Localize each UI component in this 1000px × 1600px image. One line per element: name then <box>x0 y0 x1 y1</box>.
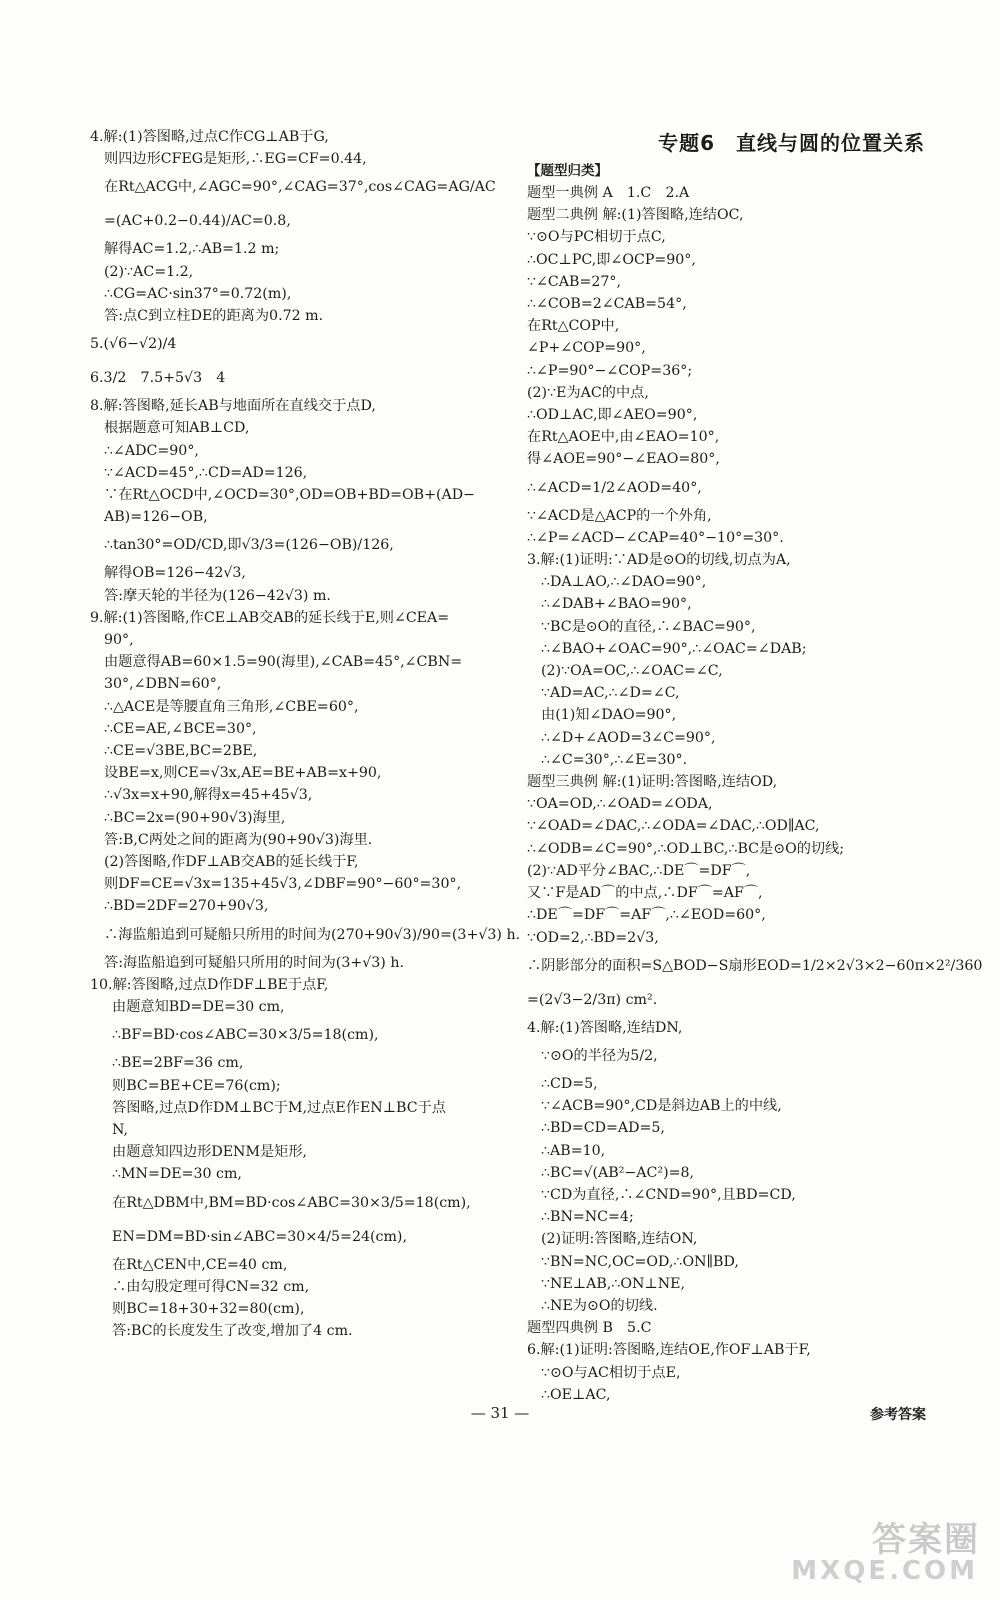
text-line: 5.(√6−√2)/4 <box>90 336 177 353</box>
text-line: ∴∠C=30°,∴∠E=30°. <box>541 751 688 768</box>
text-line: (2)证明:答图略,连结ON, <box>541 1231 698 1248</box>
text-line: 则BC=18+30+32=80(cm), <box>112 1300 305 1317</box>
section-tag: 【题型归类】 <box>527 163 608 179</box>
text-line: =(AC+0.2−0.44)/AC=0.8, <box>104 213 291 230</box>
text-line: 解得OB=126−42√3, <box>104 565 246 582</box>
text-line: EN=DM=BD·sin∠ABC=30×4/5=24(cm), <box>112 1228 407 1245</box>
text-line: ∴NE为⊙O的切线. <box>541 1297 658 1314</box>
text-line: ∴∠ODB=∠C=90°,∴OD⊥BC,∴BC是⊙O的切线; <box>527 840 845 857</box>
text-line: ∵∠OAD=∠DAC,∴∠ODA=∠DAC,∴OD∥AC, <box>527 818 820 835</box>
text-line: 3.解:(1)证明:∵AD是⊙O的切线,切点为A, <box>527 552 791 569</box>
text-line: 题型二典例 解:(1)答图略,连结OC, <box>527 207 744 224</box>
right-lines <box>527 182 983 1406</box>
text-line: ∴DA⊥AO,∴∠DAO=90°, <box>541 574 707 591</box>
text-line: 题型一典例 A 1.C 2.A <box>527 185 690 201</box>
text-line: ∠P+∠COP=90°, <box>527 340 646 357</box>
text-line: ∴∠DAB+∠BAO=90°, <box>541 596 692 613</box>
text-line: ∴CD=5, <box>541 1075 598 1092</box>
text-line: ∴海监船追到可疑船只所用的时间为(270+90√3)/90=(3+√3) h. <box>104 926 521 943</box>
text-line: 题型四典例 B 5.C <box>527 1320 652 1337</box>
text-line: 解得AC=1.2,∴AB=1.2 m; <box>104 241 280 258</box>
text-line: ∵AD=AC,∴∠D=∠C, <box>541 685 680 702</box>
text-line: ∴OC⊥PC,即∠OCP=90°, <box>527 251 696 268</box>
text-line: 90°, <box>104 632 134 649</box>
left-column <box>90 126 521 1342</box>
text-line: ∴OE⊥AC, <box>541 1386 611 1403</box>
text-line: ∴√3x=x+90,解得x=45+45√3, <box>104 787 313 804</box>
text-line: 在Rt△CEN中,CE=40 cm, <box>112 1256 288 1273</box>
text-line: 答:海监船追到可疑船只所用的时间为(3+√3) h. <box>104 954 404 971</box>
text-line: 6.解:(1)证明:答图略,连结OE,作OF⊥AB于F, <box>527 1342 811 1359</box>
text-line: ∴BD=CD=AD=5, <box>541 1120 665 1137</box>
text-line: 在Rt△DBM中,BM=BD·cos∠ABC=30×3/5=18(cm), <box>112 1194 471 1211</box>
text-line: ∴△ACE是等腰直角三角形,∠CBE=60°, <box>104 698 359 715</box>
text-line: ∵NE⊥AB,∴ON⊥NE, <box>541 1275 686 1292</box>
text-line: 30°,∠DBN=60°, <box>104 676 222 693</box>
text-line: (2)∵OA=OC,∴∠OAC=∠C, <box>541 663 723 680</box>
text-line: ∴∠D+∠AOD=3∠C=90°, <box>541 729 716 746</box>
text-line: 答:点C到立柱DE的距离为0.72 m. <box>104 308 324 325</box>
text-line: 由题意知BD=DE=30 cm, <box>112 999 285 1016</box>
text-line: ∴CG=AC·sin37°=0.72(m), <box>104 285 292 302</box>
text-line: 设BE=x,则CE=√3x,AE=BE+AB=x+90, <box>104 765 382 782</box>
text-line: 答:B,C两处之间的距离为(90+90√3)海里. <box>104 831 373 848</box>
text-line: ∴BD=2DF=270+90√3, <box>104 898 269 915</box>
text-line: 4.解:(1)答图略,过点C作CG⊥AB于G, <box>90 129 329 145</box>
text-line: ∴BE=2BF=36 cm, <box>112 1055 244 1072</box>
page-number: — 31 — <box>470 1404 530 1422</box>
text-line: 6.3/2 7.5+5√3 4 <box>90 370 226 387</box>
text-line: ∴BF=BD·cos∠ABC=30×3/5=18(cm), <box>112 1027 379 1044</box>
text-line: ∴∠P=90°−∠COP=36°; <box>527 362 693 379</box>
text-line: ∴∠COB=2∠CAB=54°, <box>527 296 687 313</box>
text-line: 则BC=BE+CE=76(cm); <box>112 1077 281 1094</box>
text-line: ∵∠ACB=90°,CD是斜边AB上的中线, <box>541 1098 782 1115</box>
text-line: 4.解:(1)答图略,连结DN, <box>527 1019 683 1036</box>
text-line: ∴BC=√(AB²−AC²)=8, <box>541 1164 695 1181</box>
right-column <box>527 126 983 1406</box>
text-line: 在Rt△COP中, <box>527 318 620 335</box>
text-line: 10.解:答图略,过点D作DF⊥BE于点F, <box>90 976 329 993</box>
text-line: ∴BN=NC=4; <box>541 1209 634 1226</box>
text-line: ∵∠CAB=27°, <box>527 273 621 290</box>
text-line: ∵⊙O的半径为5/2, <box>541 1047 658 1064</box>
text-line: (2)答图略,作DF⊥AB交AB的延长线于F, <box>104 854 359 871</box>
text-line: ∵BN=NC,OC=OD,∴ON∥BD, <box>541 1253 739 1270</box>
text-line: ∵∠ACD=45°,∴CD=AD=126, <box>104 464 308 481</box>
watermark-logo: 答案圈 <box>872 1520 980 1560</box>
text-line: ∴tan30°=OD/CD,即√3/3=(126−OB)/126, <box>104 537 394 554</box>
text-line: ∴DE⌒=DF⌒=AF⌒,∴∠EOD=60°, <box>527 907 766 924</box>
text-line: ∴∠BAO+∠OAC=90°,∴∠OAC=∠DAB; <box>541 640 807 657</box>
text-line: ∴由勾股定理可得CN=32 cm, <box>112 1278 310 1295</box>
text-line: ∵⊙O与AC相切于点E, <box>541 1364 681 1381</box>
text-line: ∵OA=OD,∴∠OAD=∠ODA, <box>527 796 713 813</box>
text-line: 9.解:(1)答图略,作CE⊥AB交AB的延长线于E,则∠CEA= <box>90 609 450 626</box>
text-line: (2)∵E为AC的中点, <box>527 384 649 401</box>
text-line: 8.解:答图略,延长AB与地面所在直线交于点D, <box>90 398 376 415</box>
text-line: (2)∵AD平分∠BAC,∴DE⌒=DF⌒, <box>527 862 751 879</box>
watermark-url: MXQE.COM <box>791 1556 978 1586</box>
text-line: ∴∠ADC=90°, <box>104 442 199 459</box>
text-line: ∵∠ACD是△ACP的一个外角, <box>527 507 712 524</box>
text-line: 则四边形CFEG是矩形,∴EG=CF=0.44, <box>104 151 367 168</box>
text-line: ∴OD⊥AC,即∠AEO=90°, <box>527 407 698 424</box>
footer-label: 参考答案 <box>870 1407 926 1423</box>
text-line: 答:摩天轮的半径为(126−42√3) m. <box>104 587 331 604</box>
text-line: ∵CD为直径,∴∠CND=90°,且BD=CD, <box>541 1186 796 1203</box>
text-line: 根据题意可知AB⊥CD, <box>104 420 250 437</box>
text-line: 由题意知四边形DENM是矩形, <box>112 1144 308 1161</box>
text-line: ∴阴影部分的面积=S△BOD−S扇形EOD=1/2×2√3×2−60π×2²/360 <box>527 957 983 974</box>
text-line: 在Rt△ACG中,∠AGC=90°,∠CAG=37°,cos∠CAG=AG/AC <box>104 179 496 196</box>
text-line: ∵OD=2,∴BD=2√3, <box>527 929 659 946</box>
text-line: ∴MN=DE=30 cm, <box>112 1166 242 1183</box>
text-line: ∵BC是⊙O的直径,∴∠BAC=90°, <box>541 618 756 635</box>
text-line: ∵⊙O与PC相切于点C, <box>527 229 666 246</box>
text-line: 由题意得AB=60×1.5=90(海里),∠CAB=45°,∠CBN= <box>104 654 463 671</box>
text-line: 则DF=CE=√3x=135+45√3,∠DBF=90°−60°=30°, <box>104 876 462 893</box>
text-line: ∴CE=AE,∠BCE=30°, <box>104 720 257 737</box>
text-line: N, <box>112 1121 129 1138</box>
text-line: ∵在Rt△OCD中,∠OCD=30°,OD=OB+BD=OB+(AD− <box>104 487 476 504</box>
text-line: (2)∵AC=1.2, <box>104 263 194 280</box>
text-line: AB)=126−OB, <box>104 509 208 526</box>
section-title: 专题6 直线与圆的位置关系 <box>658 131 925 155</box>
text-line: 由(1)知∠DAO=90°, <box>541 707 677 724</box>
text-line: ∴AB=10, <box>541 1142 606 1159</box>
text-line: 又∵F是AD⌒的中点,∴DF⌒=AF⌒, <box>527 885 763 902</box>
text-line: ∴∠P=∠ACD−∠CAP=40°−10°=30°. <box>527 529 784 546</box>
text-line: 答:BC的长度发生了改变,增加了4 cm. <box>112 1323 353 1340</box>
text-line: ∴∠ACD=1/2∠AOD=40°, <box>527 479 702 496</box>
text-line: 答图略,过点D作DM⊥BC于M,过点E作EN⊥BC于点 <box>112 1099 446 1116</box>
text-line: 题型三典例 解:(1)证明:答图略,连结OD, <box>527 774 778 791</box>
text-line: ∴CE=√3BE,BC=2BE, <box>104 743 258 760</box>
text-line: =(2√3−2/3π) cm². <box>527 991 658 1008</box>
text-line: ∴BC=2x=(90+90√3)海里, <box>104 809 286 826</box>
text-line: 得∠AOE=90°−∠EAO=80°, <box>527 451 720 468</box>
text-line: 在Rt△AOE中,由∠EAO=10°, <box>527 429 720 446</box>
